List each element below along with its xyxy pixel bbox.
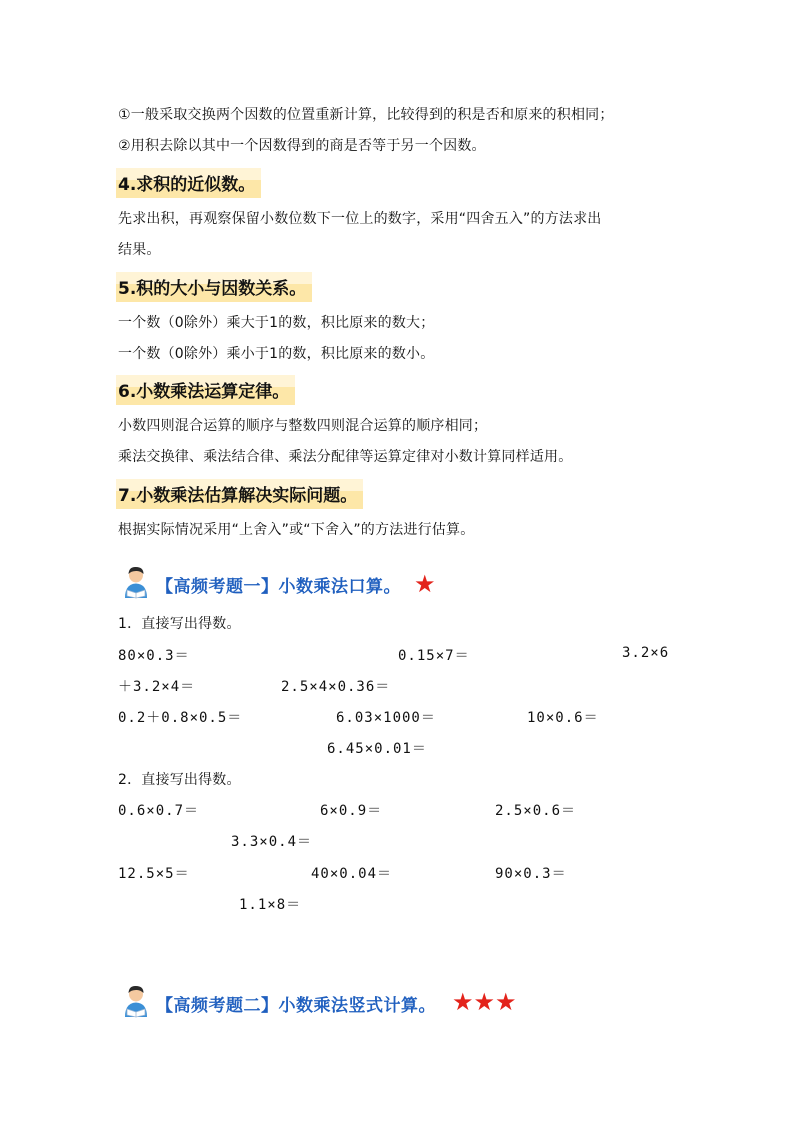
q2-item-4: 3.3×0.4＝ bbox=[231, 834, 313, 850]
section-6-line-1: 小数四则混合运算的顺序与整数四则混合运算的顺序相同； bbox=[118, 418, 488, 434]
section-6-line-2: 乘法交换律、乘法结合律、乘法分配律等运算定律对小数计算同样适用。 bbox=[118, 449, 573, 465]
student-reading-icon bbox=[120, 565, 152, 599]
q2-item-7: 90×0.3＝ bbox=[495, 866, 567, 882]
section-5-line-1: 一个数（0除外）乘大于1的数，积比原来的数大； bbox=[118, 315, 435, 331]
q1-label: 1．直接写出得数。 bbox=[118, 616, 241, 632]
q1-item-4: 2.5×4×0.36＝ bbox=[281, 679, 391, 695]
section-5-line-2: 一个数（0除外）乘小于1的数，积比原来的数小。 bbox=[118, 346, 435, 362]
section-heading-7: 7.小数乘法估算解决实际问题。 bbox=[116, 479, 363, 509]
section-heading-5: 5.积的大小与因数关系。 bbox=[116, 272, 312, 302]
section-4-line-1: 先求出积，再观察保留小数位数下一位上的数字，采用“四舍五入”的方法求出 bbox=[118, 211, 602, 227]
section-4-line-2: 结果。 bbox=[118, 242, 161, 258]
q2-item-8: 1.1×8＝ bbox=[239, 897, 302, 913]
q1-item-7: 10×0.6＝ bbox=[527, 710, 599, 726]
section-7-line-1: 根据实际情况采用“上舍入”或“下舍入”的方法进行估算。 bbox=[118, 522, 475, 538]
section-heading-6: 6.小数乘法运算定律。 bbox=[116, 375, 295, 405]
q2-item-3: 2.5×0.6＝ bbox=[495, 803, 577, 819]
q1-item-8: 6.45×0.01＝ bbox=[327, 741, 427, 757]
q1-item-5: 0.2＋0.8×0.5＝ bbox=[118, 710, 243, 726]
difficulty-stars-1: ★ bbox=[414, 570, 436, 598]
q2-item-5: 12.5×5＝ bbox=[118, 866, 190, 882]
section-heading-4: 4.求积的近似数。 bbox=[116, 168, 261, 198]
q2-label: 2．直接写出得数。 bbox=[118, 772, 241, 788]
intro-line-2: ②用积去除以其中一个因数得到的商是否等于另一个因数。 bbox=[118, 138, 486, 154]
intro-line-1: ①一般采取交换两个因数的位置重新计算，比较得到的积是否和原来的积相同； bbox=[118, 107, 614, 123]
student-reading-icon bbox=[120, 984, 152, 1018]
topic-2-title: 【高频考题二】小数乘法竖式计算。 bbox=[156, 996, 436, 1016]
q1-item-3b: ＋3.2×4＝ bbox=[118, 679, 196, 695]
difficulty-stars-2: ★★★ bbox=[452, 988, 517, 1016]
q2-item-6: 40×0.04＝ bbox=[311, 866, 393, 882]
topic-1-title: 【高频考题一】小数乘法口算。 bbox=[156, 577, 401, 597]
q1-item-2: 0.15×7＝ bbox=[398, 648, 470, 664]
q1-item-3a: 3.2×6 bbox=[622, 645, 670, 661]
q1-item-6: 6.03×1000＝ bbox=[336, 710, 436, 726]
q2-item-2: 6×0.9＝ bbox=[320, 803, 383, 819]
q2-item-1: 0.6×0.7＝ bbox=[118, 803, 200, 819]
q1-item-1: 80×0.3＝ bbox=[118, 648, 190, 664]
